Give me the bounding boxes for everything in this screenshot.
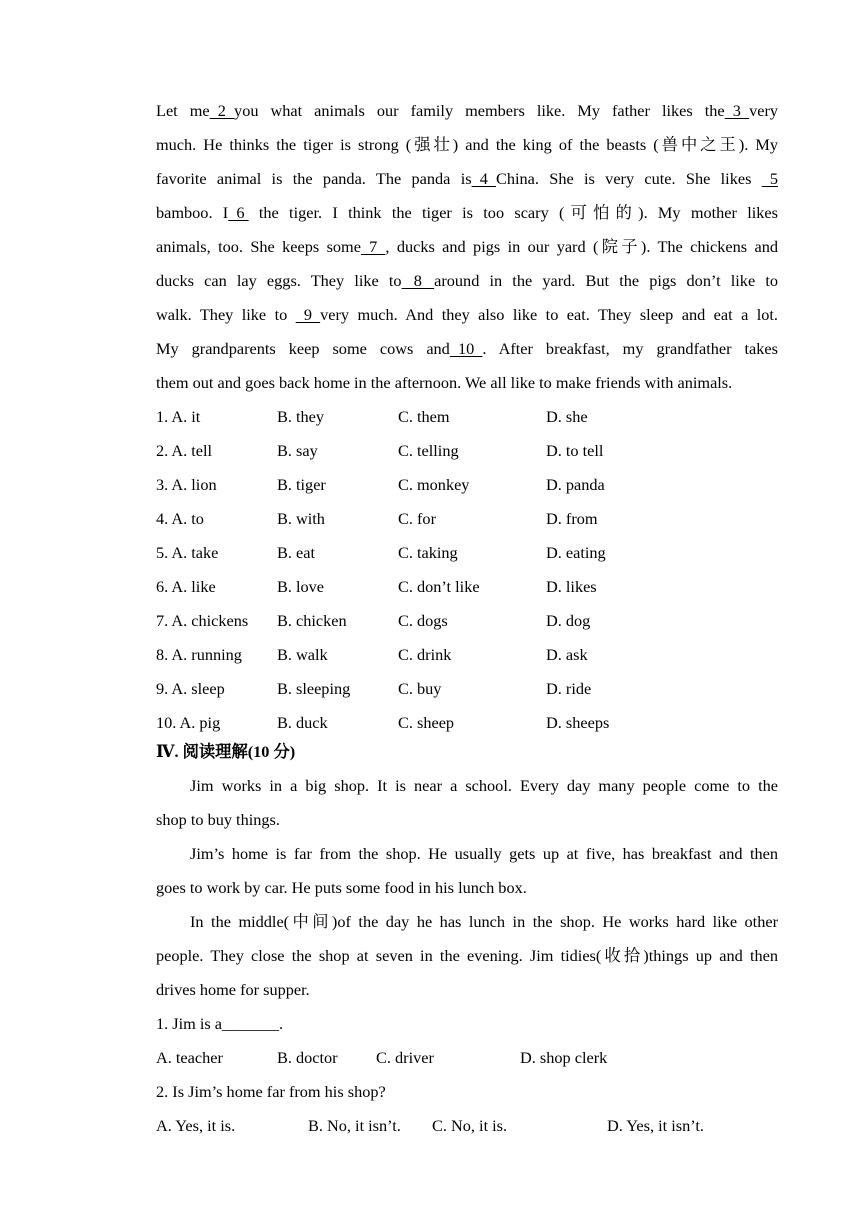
question-row — [156, 434, 778, 468]
reading-question-2: 2. Is Jim’s home far from his shop? — [156, 1082, 386, 1101]
question-number-option-a: 3. A. lion — [156, 475, 217, 494]
question-number-option-a: 4. A. to — [156, 509, 204, 528]
cloze-text: Let me — [156, 101, 210, 120]
cloze-text: China. She is very cute. She likes — [496, 169, 762, 188]
option-d: D. shop clerk — [520, 1048, 608, 1067]
option-a: A. teacher — [156, 1048, 223, 1067]
option-d: D. from — [546, 509, 598, 528]
option-c: C. drink — [398, 645, 452, 664]
option-b: B. No, it isn’t. — [308, 1116, 401, 1135]
section-heading: Ⅳ. 阅读理解(10 分) — [156, 742, 296, 761]
option-c: C. for — [398, 509, 436, 528]
reading-question-1-options — [156, 1041, 778, 1075]
option-d: D. panda — [546, 475, 605, 494]
reading-question-2-options — [156, 1109, 778, 1143]
cloze-blank: 5 — [761, 169, 778, 188]
reading-paragraph-1-line-2: shop to buy things. — [156, 810, 280, 829]
option-d: D. she — [546, 407, 588, 426]
cloze-line — [156, 94, 778, 128]
cloze-text: . After breakfast, my grandfather takes — [482, 339, 778, 358]
cloze-text: you what animals our family members like. My father likes the — [234, 101, 725, 120]
option-c: C. monkey — [398, 475, 470, 494]
cloze-blank: 8 — [401, 271, 435, 290]
cloze-text: animals, too. She keeps some — [156, 237, 361, 256]
option-c: C. sheep — [398, 713, 455, 732]
cloze-text: bamboo. I — [156, 203, 229, 222]
option-b: B. doctor — [277, 1048, 338, 1067]
option-d: D. ask — [546, 645, 588, 664]
cloze-text: much. He thinks the tiger is strong (强壮) and the king of the beasts (兽中之王). My — [156, 135, 778, 154]
reading-question-1: 1. Jim is a_______. — [156, 1014, 284, 1033]
option-b: B. duck — [277, 713, 328, 732]
option-c: C. taking — [398, 543, 458, 562]
question-number-option-a: 9. A. sleep — [156, 679, 225, 698]
option-b: B. sleeping — [277, 679, 351, 698]
cloze-blank: 3 — [724, 101, 750, 120]
option-b: B. love — [277, 577, 325, 596]
reading-paragraph-3-line-1: In the middle(中间)of the day he has lunch in the shop. He works hard like other — [190, 912, 778, 931]
option-b: B. eat — [277, 543, 315, 562]
cloze-text: very — [749, 101, 779, 120]
option-c: C. don’t like — [398, 577, 480, 596]
question-row — [156, 570, 778, 604]
option-b: B. they — [277, 407, 325, 426]
cloze-blank: 6 — [228, 203, 249, 222]
question-row — [156, 604, 778, 638]
question-number-option-a: 10. A. pig — [156, 713, 221, 732]
cloze-text: walk. They like to — [156, 305, 296, 324]
option-b: B. walk — [277, 645, 328, 664]
question-row — [156, 672, 778, 706]
option-b: B. say — [277, 441, 318, 460]
question-row — [156, 638, 778, 672]
option-b: B. tiger — [277, 475, 326, 494]
cloze-line — [156, 332, 778, 366]
cloze-line — [156, 230, 778, 264]
option-c: C. them — [398, 407, 450, 426]
question-row — [156, 468, 778, 502]
option-c: C. buy — [398, 679, 442, 698]
option-c: C. No, it is. — [432, 1116, 508, 1135]
question-row — [156, 502, 778, 536]
question-row — [156, 536, 778, 570]
question-number-option-a: 1. A. it — [156, 407, 201, 426]
reading-paragraph-3-line-3: drives home for supper. — [156, 980, 310, 999]
cloze-text: the tiger. I think the tiger is too scary (可怕的). My mother likes — [248, 203, 778, 222]
question-number-option-a: 8. A. running — [156, 645, 242, 664]
question-number-option-a: 6. A. like — [156, 577, 216, 596]
reading-paragraph-2-line-2: goes to work by car. He puts some food in his lunch box. — [156, 878, 527, 897]
cloze-line — [156, 128, 778, 162]
reading-paragraph-1-line-1: Jim works in a big shop. It is near a school. Every day many people come to the — [190, 776, 778, 795]
option-d: D. likes — [546, 577, 597, 596]
option-b: B. chicken — [277, 611, 347, 630]
cloze-line — [156, 196, 778, 230]
cloze-text: very much. And they also like to eat. They sleep and eat a lot. — [320, 305, 778, 324]
cloze-text: around in the yard. But the pigs don’t like to — [434, 271, 778, 290]
option-c: C. telling — [398, 441, 459, 460]
cloze-blank: 7 — [360, 237, 386, 256]
cloze-text: ducks can lay eggs. They like to — [156, 271, 402, 290]
option-d: D. dog — [546, 611, 591, 630]
option-c: C. driver — [376, 1048, 434, 1067]
cloze-blank: 9 — [295, 305, 321, 324]
cloze-blank: 2 — [209, 101, 235, 120]
reading-paragraph-3-line-2: people. They close the shop at seven in the evening. Jim tidies(收拾)things up and then — [156, 946, 778, 965]
cloze-line — [156, 162, 778, 196]
option-d: D. ride — [546, 679, 592, 698]
option-b: B. with — [277, 509, 325, 528]
option-c: C. dogs — [398, 611, 448, 630]
cloze-text: , ducks and pigs in our yard (院子). The chickens and — [385, 237, 778, 256]
option-d: D. to tell — [546, 441, 604, 460]
question-row — [156, 400, 778, 434]
question-number-option-a: 2. A. tell — [156, 441, 213, 460]
cloze-line — [156, 366, 778, 400]
option-d: D. Yes, it isn’t. — [607, 1116, 704, 1135]
reading-paragraph-2-line-1: Jim’s home is far from the shop. He usually gets up at five, has breakfast and then — [190, 844, 778, 863]
cloze-line — [156, 264, 778, 298]
option-a: A. Yes, it is. — [156, 1116, 236, 1135]
question-number-option-a: 7. A. chickens — [156, 611, 249, 630]
option-d: D. eating — [546, 543, 606, 562]
cloze-text: them out and goes back home in the afternoon. We all like to make friends with animals. — [156, 373, 733, 392]
option-d: D. sheeps — [546, 713, 610, 732]
cloze-text: My grandparents keep some cows and — [156, 339, 450, 358]
cloze-text: favorite animal is the panda. The panda is — [156, 169, 472, 188]
cloze-blank: 10 — [449, 339, 483, 358]
cloze-line — [156, 298, 778, 332]
cloze-blank: 4 — [471, 169, 496, 188]
question-number-option-a: 5. A. take — [156, 543, 219, 562]
